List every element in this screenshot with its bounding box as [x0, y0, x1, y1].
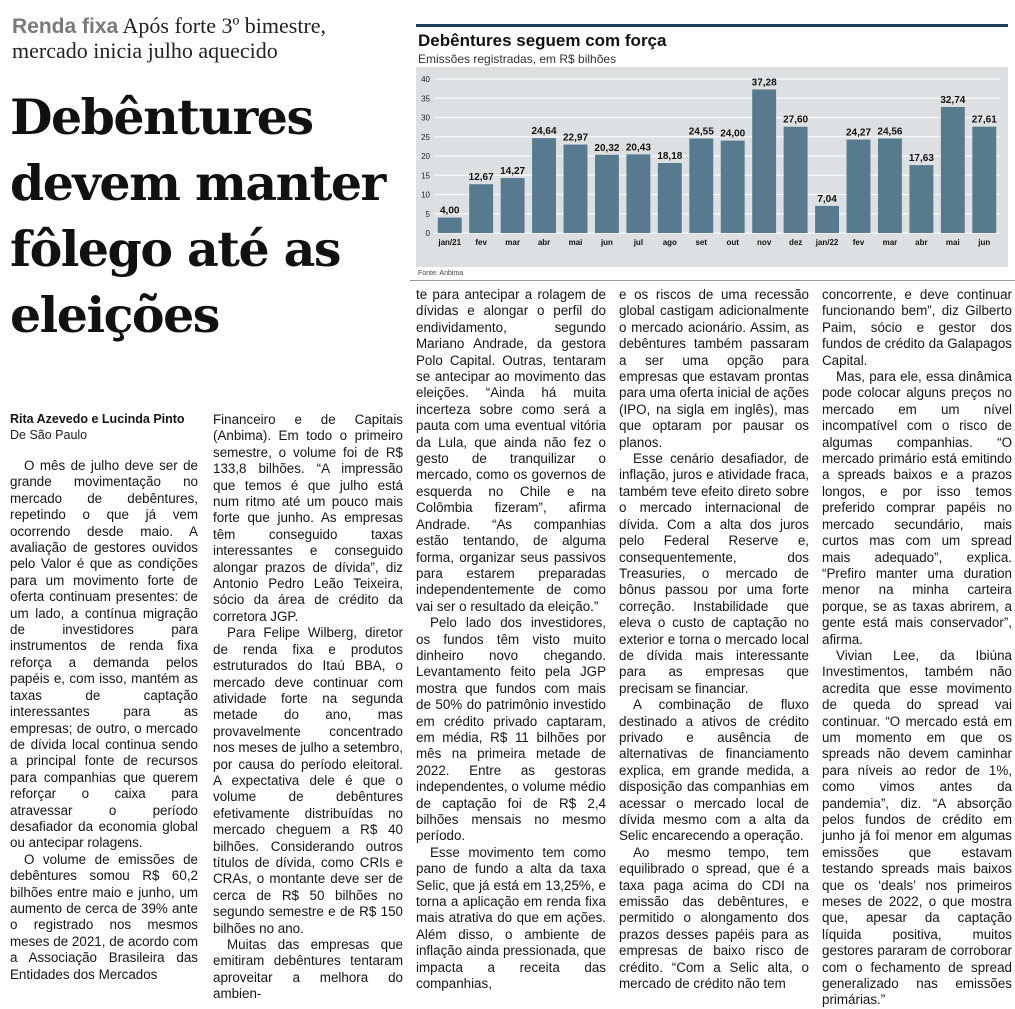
bar: [847, 140, 871, 233]
bar-value-label: 18,18: [657, 151, 683, 163]
x-tick-label: ago: [662, 238, 677, 247]
bar-value-label: 20,43: [625, 142, 651, 154]
x-tick-label: jun: [600, 238, 613, 247]
chart-source: Fonte: Anbima: [418, 270, 464, 277]
x-tick-label: mar: [882, 238, 898, 247]
section-tag: Renda fixa: [12, 15, 119, 38]
x-tick-label: jul: [633, 238, 644, 247]
paragraph: Mas, para ele, essa dinâmica pode colocar alguns preços no mercado em um nível incompatível com o risco de algumas companhias. “O mercado primário está emitindo a spreads baixos e a prazos longos, e por isso temos preferido comprar papéis no mercado secundário, mais curtos mas com um spread mais adequado”, explica. “Prefiro manter uma duration menor na minha carteira porque, se as taxas abrirem, a gente está mais conservador”, afirma.: [822, 369, 1012, 647]
bar-value-label: 24,55: [688, 126, 714, 138]
bar-value-label: 12,67: [468, 172, 494, 184]
y-tick-label: 35: [421, 94, 430, 104]
y-tick-label: 30: [421, 113, 430, 123]
bar: [658, 163, 682, 233]
bar-value-label: 14,27: [500, 166, 526, 178]
byline-place: De São Paulo: [10, 428, 88, 442]
y-tick-label: 15: [421, 171, 430, 181]
bar: [532, 138, 556, 233]
x-tick-label: set: [695, 238, 708, 247]
article-column-2: [213, 412, 403, 1002]
article-column-4: [619, 287, 809, 992]
x-tick-label: nov: [757, 238, 772, 247]
chart-top-rule: [416, 24, 1008, 27]
x-tick-label: jun: [978, 238, 991, 247]
paragraph: Ao mesmo tempo, tem equilibrado o spread, que é a taxa paga acima do CDI na emissão das debêntures, e permitido o alongamento dos prazos desses papéis para as empresas de baixo risco de crédito. “Com a Selic alta, o mercado de crédito não tem: [619, 844, 809, 992]
paragraph: e os riscos de uma recessão global castigam adicionalmente o mercado acionário. Assim, as debêntures também passaram a ser uma opção para empresas que estavam prontas para uma oferta inicial de ações (IPO, na sigla em inglês), mas que optaram por pausar os planos.: [619, 287, 809, 450]
x-tick-label: fev: [852, 238, 865, 247]
paragraph: Para Felipe Wilberg, diretor de renda fixa e produtos estruturados do Itaú BBA, o mercado deve continuar com atividade forte na segunda metade do ano, mas provavelmente concentrado nos meses de julho a setembro, por causa do período eleitoral. A expectativa dele é que o volume de debêntures efetivamente distribuídas no mercado cheguem a R$ 40 bilhões. Considerando outros títulos de dívida, como CRIs e CRAs, o montante deve ser de cerca de R$ 50 bilhões no segundo semestre e de R$ 150 bilhões no ano.: [213, 625, 403, 936]
article-column-3: [416, 287, 606, 992]
byline-authors: Rita Azevedo e Lucinda Pinto: [10, 412, 185, 426]
bar-value-label: 20,32: [594, 142, 620, 154]
bar: [469, 184, 493, 233]
x-tick-label: mar: [505, 238, 520, 247]
bar: [721, 141, 745, 233]
bar: [752, 89, 776, 233]
paragraph: Esse movimento tem como pano de fundo a alta da taxa Selic, que já está em 13,25%, e torna a aplicação em renda fixa mais atrativa do que em ações. Além disso, o ambiente de inflação ainda pressionada, que impacta a receita das companhias,: [416, 844, 606, 992]
bar: [941, 107, 965, 233]
kicker: [12, 14, 407, 63]
kicker-text: Após forte 3º bimestre, mercado inicia julho aquecido: [12, 13, 327, 63]
y-tick-label: 25: [421, 132, 430, 142]
paragraph: Esse cenário desafiador, de inflação, juros e atividade fraca, também teve efeito direto sobre o mercado internacional de dívida. Com a alta dos juros pelo Federal Reserve e, consequentemente, dos Treasuries, o mercado de bônus passou por uma forte correção. Instabilidade que eleva o custo de captação no exterior e torna o mercado local de dívida mais interessante para as empresas que precisam se financiar.: [619, 451, 809, 696]
bar-value-label: 4,00: [439, 205, 460, 217]
bar: [438, 218, 462, 233]
bar: [972, 127, 996, 233]
bar: [784, 127, 808, 233]
bar: [626, 154, 650, 233]
bar-value-label: 24,00: [720, 128, 746, 140]
x-tick-label: abr: [915, 238, 928, 247]
bar-value-label: 24,27: [845, 127, 872, 139]
bar-chart: [416, 67, 1008, 267]
paragraph: O mês de julho deve ser de grande movimentação no mercado de debêntures, repetindo o que já vem ocorrendo desde maio. A avaliação de gestores ouvidos pelo Valor é que as condições para um movimento forte de oferta continuam presentes: de um lado, a contínua migração de investidores para instrumentos de renda fixa reforça a demanda pelos papéis e, com isso, mantém as taxas de captação interessantes para as empresas; de outro, o mercado de dívida local continua sendo a principal fonte de recursos para companhias que querem reforçar o caixa para atravessar o período desafiador da economia global ou antecipar rolagens.: [10, 458, 198, 851]
bar-value-label: 37,28: [751, 77, 777, 89]
paragraph: te para antecipar a rolagem de dívidas e alongar o perfil do endividamento, segundo Mariano Andrade, da gestora Polo Capital. Outras, tentaram se antecipar ao movimento das eleições. “Ainda há muita incerteza sobre como será a pauta com uma eventual vitória da Lula, que ainda não fez o gesto de tranquilizar o mercado, como os governos de esquerda no Chile e na Colômbia fizeram”, afirma Andrade. “As companhias estão tentando, de alguma forma, organizar seus passivos para estarem preparadas independentemente de como vai ser o resultado da eleição.”: [416, 287, 606, 614]
paragraph: Financeiro e de Capitais (Anbima). Em todo o primeiro semestre, o volume foi de R$ 133,8 bilhões. “A impressão que temos é que julho está num ritmo até um pouco mais forte que junho. As empresas têm conseguido taxas interessantes e conseguido alongar prazos de dívida”, diz Antonio Pedro Leão Teixeira, sócio da área de crédito da corretora JGP.: [213, 412, 403, 624]
bar: [909, 165, 933, 233]
y-tick-label: 5: [425, 209, 430, 219]
paragraph: A combinação de fluxo destinado a ativos de crédito privado e ausência de alternativas de financiamento explica, em grande medida, a disposição das companhias em acessar o mercado local de dívida mesmo com a alta da Selic encarecendo a operação.: [619, 697, 809, 844]
x-tick-label: jan/21: [438, 238, 462, 247]
bar-value-label: 27,61: [971, 114, 997, 126]
bar-value-label: 7,04: [817, 193, 837, 205]
bar: [595, 155, 619, 233]
x-tick-label: dez: [788, 238, 803, 247]
bar: [815, 206, 839, 233]
article-column-5: [822, 287, 1012, 1008]
y-tick-label: 40: [421, 75, 430, 84]
paragraph: Vivian Lee, da Ibiúna Investimentos, também não acredita que esse movimento de queda do spread vai continuar. “O mercado está em um momento em que os spreads não devem caminhar para níveis ao redor de 1%, como vimos antes da pandemia”, diz. “A absorção pelos fundos de crédito em junho já foi menor em algumas emissões que estavam testando spreads mais baixos que os ‘deals’ nos primeiros meses de 2022, o que mostra que, apesar da captação líquida positiva, muitos gestores pararam de corroborar com o fechamento de spread generalizado nas emissões primárias.”: [822, 647, 1012, 1008]
chart-title: Debêntures seguem com força: [418, 31, 667, 50]
headline: Debêntures devem manter fôlego até as eleições: [10, 88, 385, 344]
bar-value-label: 32,74: [940, 94, 966, 106]
chart-area: [416, 67, 1008, 267]
bar-value-label: 24,56: [877, 126, 903, 138]
bar-value-label: 24,64: [531, 126, 557, 138]
paragraph: O volume de emissões de debêntures somou R$ 60,2 bilhões entre maio e junho, um aumento de cerca de 39% ante o registrado nos mesmos meses de 2021, de acordo com a Associação Brasileira das Entidades dos Mercados: [10, 851, 198, 982]
x-tick-label: mai: [568, 238, 583, 247]
x-tick-label: jan/22: [815, 238, 839, 247]
bar: [501, 178, 525, 233]
bar-value-label: 22,97: [562, 132, 589, 144]
y-tick-label: 20: [421, 152, 430, 161]
y-tick-label: 10: [421, 190, 430, 200]
x-tick-label: fev: [475, 238, 487, 247]
x-tick-label: abr: [537, 238, 551, 247]
paragraph: Muitas das empresas que emitiram debêntures tentaram aproveitar a melhora do ambien-: [213, 937, 403, 1002]
bar-value-label: 27,60: [783, 114, 809, 126]
chart-bottom-rule: [410, 280, 1015, 281]
y-tick-label: 0: [425, 229, 430, 238]
byline: [10, 412, 200, 443]
paragraph: Pelo lado dos investidores, os fundos têm visto muito dinheiro novo chegando. Levantamento feito pela JGP mostra que fundos com mais de 50% do patrimônio investido em crédito privado captaram, em média, R$ 11 bilhões por mês na primeira metade de 2022. Entre as gestoras independentes, o volume médio de captação foi de R$ 2,4 bilhões mensais no mesmo período.: [416, 615, 606, 844]
x-tick-label: out: [726, 238, 739, 247]
x-tick-label: mai: [945, 238, 960, 247]
bar: [689, 138, 713, 233]
bar-value-label: 17,63: [908, 153, 934, 165]
article-column-1: [10, 458, 198, 982]
paragraph: concorrente, e deve continuar funcionando bem”, diz Gilberto Paim, sócio e gestor dos fundos de crédito da Galapagos Capital.: [822, 287, 1012, 368]
bar: [564, 145, 588, 233]
bar: [878, 138, 902, 233]
chart-subtitle: Emissões registradas, em R$ bilhões: [418, 52, 617, 66]
